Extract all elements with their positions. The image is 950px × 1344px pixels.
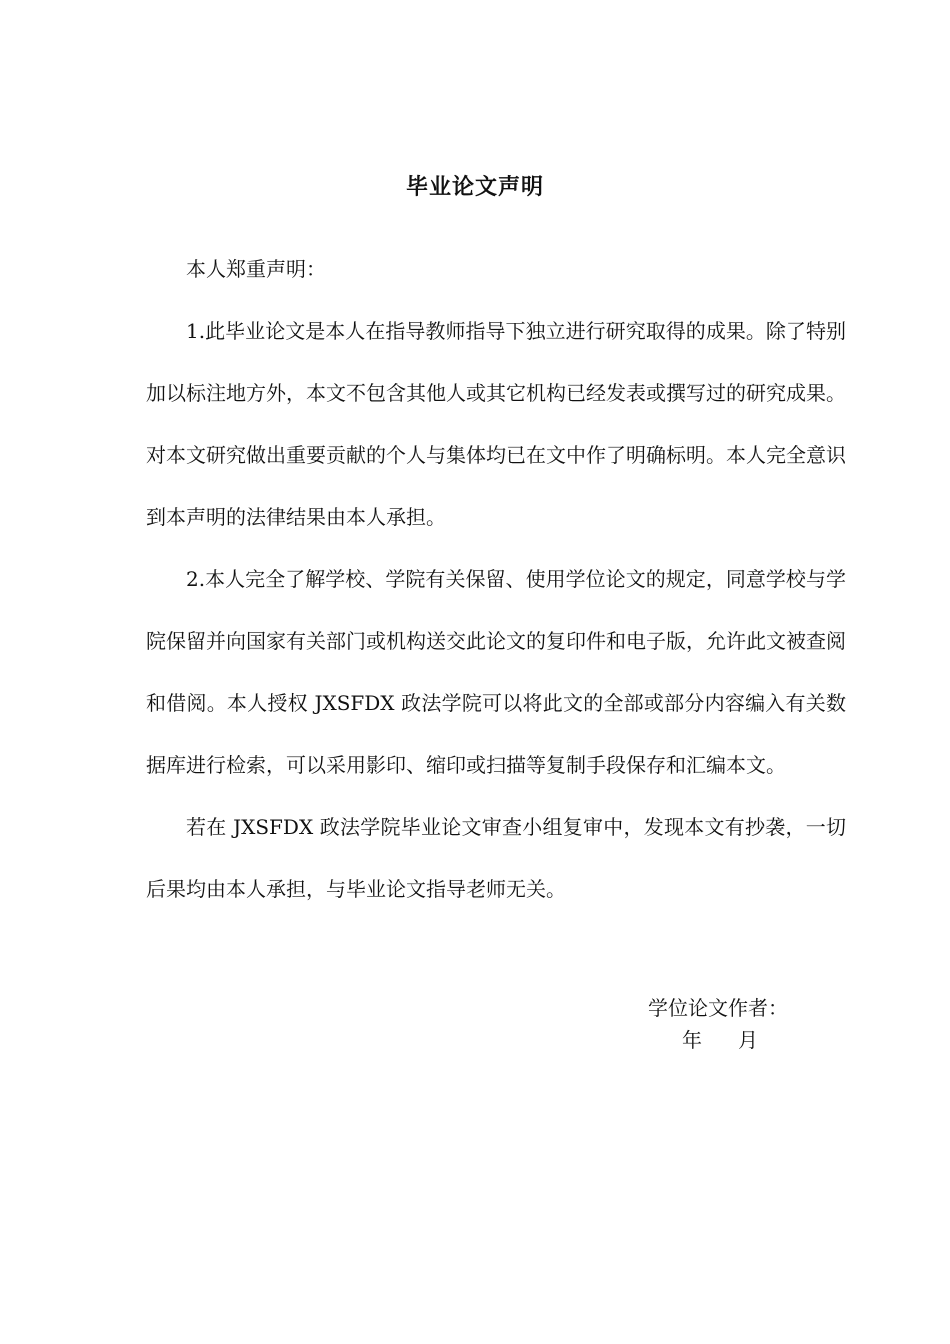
paragraph-authorization: 2.本人完全了解学校、学院有关保留、使用学位论文的规定，同意学校与学院保留并向国家有关部门或机构送交此论文的复印件和电子版，允许此文被查阅和借阅。本人授权 JXSFDX 政法学院可以将此文的全部或部分内容编入有关数据库进行检索，可以采用影印、缩印或扫描等复制手段保存和汇编本文。 <box>146 567 846 777</box>
signature-block <box>648 992 788 1056</box>
month-label: 月 <box>738 1028 758 1052</box>
paragraph-plagiarism: 若在 JXSFDX 政法学院毕业论文审查小组复审中，发现本文有抄袭，一切后果均由本人承担，与毕业论文指导老师无关。 <box>146 815 846 901</box>
document-title: 毕业论文声明 <box>405 175 544 200</box>
year-label: 年 <box>682 1028 702 1052</box>
declaration-body <box>146 238 846 920</box>
author-label: 学位论文作者： <box>648 996 788 1020</box>
date-line <box>648 1024 788 1056</box>
paragraph-originality: 1.此毕业论文是本人在指导教师指导下独立进行研究取得的成果。除了特别加以标注地方外，本文不包含其他人或其它机构已经发表或撰写过的研究成果。对本文研究做出重要贡献的个人与集体均已在文中作了明确标明。本人完全意识到本声明的法律结果由本人承担。 <box>146 319 846 529</box>
paragraph-opening: 本人郑重声明： <box>186 257 326 281</box>
